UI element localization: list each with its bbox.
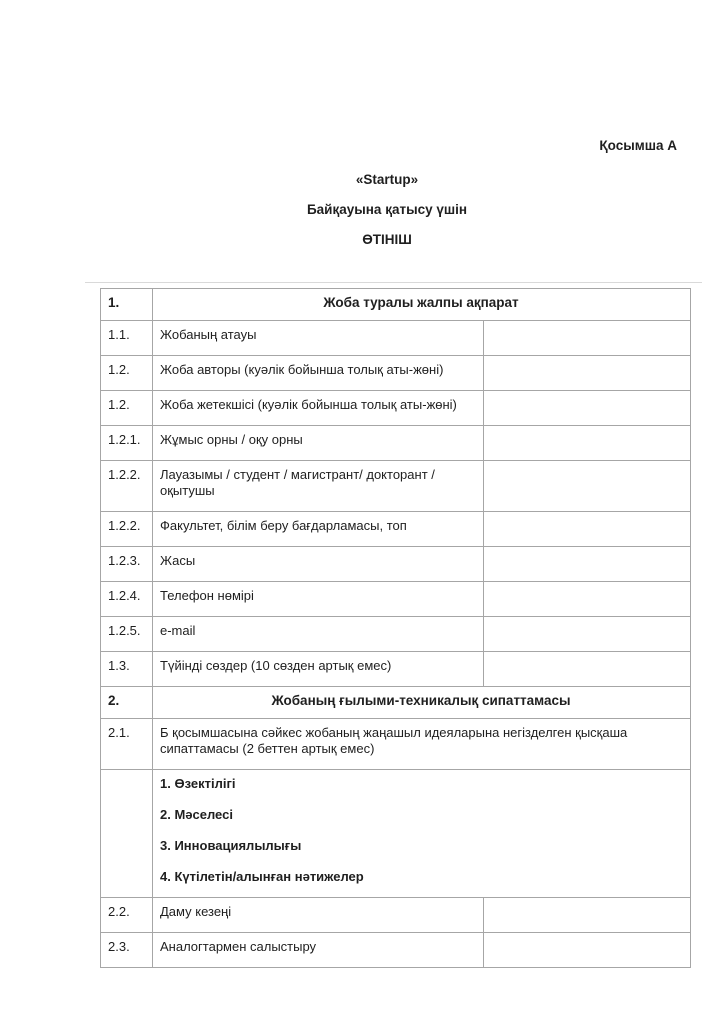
table-row (101, 321, 691, 356)
value-cell (484, 321, 691, 356)
application-form-table (100, 288, 691, 968)
title-contest: Байқауына қатысу үшін (306, 202, 468, 217)
table-row (101, 512, 691, 547)
row-number: 1.2.4. (101, 582, 153, 617)
row-label: Б қосымшасына сәйкес жобаның жаңашыл идеяларына негізделген қысқаша сипаттамасы (2 беттен артық емес) (153, 719, 691, 770)
value-cell (484, 356, 691, 391)
row-number: 1.2.1. (101, 426, 153, 461)
row-label: Жұмыс орны / оқу орны (153, 426, 484, 461)
table-row (101, 391, 691, 426)
value-cell (484, 652, 691, 687)
table-row (101, 719, 691, 770)
row-label: e-mail (153, 617, 484, 652)
row-label: Жоба авторы (куәлік бойынша толық аты-жөні) (153, 356, 484, 391)
table-row (101, 898, 691, 933)
table-row (101, 547, 691, 582)
bullet-item: 2. Мәселесі (160, 807, 233, 822)
row-number: 1.2.2. (101, 461, 153, 512)
table-row (101, 356, 691, 391)
row-number (101, 770, 153, 898)
row-number: 2.1. (101, 719, 153, 770)
title-startup: «Startup» (355, 172, 419, 187)
row-number: 2.2. (101, 898, 153, 933)
row-label: Даму кезеңі (153, 898, 484, 933)
row-number: 1.2.3. (101, 547, 153, 582)
row-number: 1.2. (101, 356, 153, 391)
bullet-item: 3. Инновациялылығы (160, 838, 302, 853)
value-cell (484, 582, 691, 617)
table-row (101, 617, 691, 652)
row-number: 1. (101, 289, 153, 321)
value-cell (484, 547, 691, 582)
row-label: Телефон нөмірі (153, 582, 484, 617)
value-cell (484, 512, 691, 547)
row-number: 1.2.5. (101, 617, 153, 652)
appendix-label: Қосымша А (599, 138, 677, 153)
table-row (101, 687, 691, 719)
value-cell (484, 898, 691, 933)
table-row (101, 289, 691, 321)
row-label: Жоба жетекшісі (куәлік бойынша толық аты-жөні) (153, 391, 484, 426)
row-label: Факультет, білім беру бағдарламасы, топ (153, 512, 484, 547)
row-number: 1.2.2. (101, 512, 153, 547)
section-title: Жобаның ғылыми-техникалық сипаттамасы (153, 687, 691, 719)
table-row (101, 461, 691, 512)
row-number: 1.3. (101, 652, 153, 687)
row-number: 1.1. (101, 321, 153, 356)
section-title: Жоба туралы жалпы ақпарат (153, 289, 691, 321)
table-row (101, 426, 691, 461)
value-cell (484, 426, 691, 461)
criteria-list-cell (153, 770, 691, 898)
row-number: 1.2. (101, 391, 153, 426)
row-number: 2. (101, 687, 153, 719)
value-cell (484, 391, 691, 426)
bullet-item: 1. Өзектілігі (160, 776, 236, 791)
table-row (101, 652, 691, 687)
row-number: 2.3. (101, 933, 153, 968)
table-row (101, 770, 691, 898)
row-label: Түйінді сөздер (10 сөзден артық емес) (153, 652, 484, 687)
title-application: ӨТІНІШ (362, 232, 412, 247)
value-cell (484, 461, 691, 512)
table-row (101, 933, 691, 968)
row-label: Лауазымы / студент / магистрант/ докторант / оқытушы (153, 461, 484, 512)
row-label: Аналогтармен салыстыру (153, 933, 484, 968)
bullet-item: 4. Күтілетін/алынған нәтижелер (160, 869, 364, 884)
document-titles (0, 172, 724, 248)
row-label: Жасы (153, 547, 484, 582)
faint-divider-line (85, 282, 702, 283)
table-row (101, 582, 691, 617)
value-cell (484, 933, 691, 968)
row-label: Жобаның атауы (153, 321, 484, 356)
value-cell (484, 617, 691, 652)
